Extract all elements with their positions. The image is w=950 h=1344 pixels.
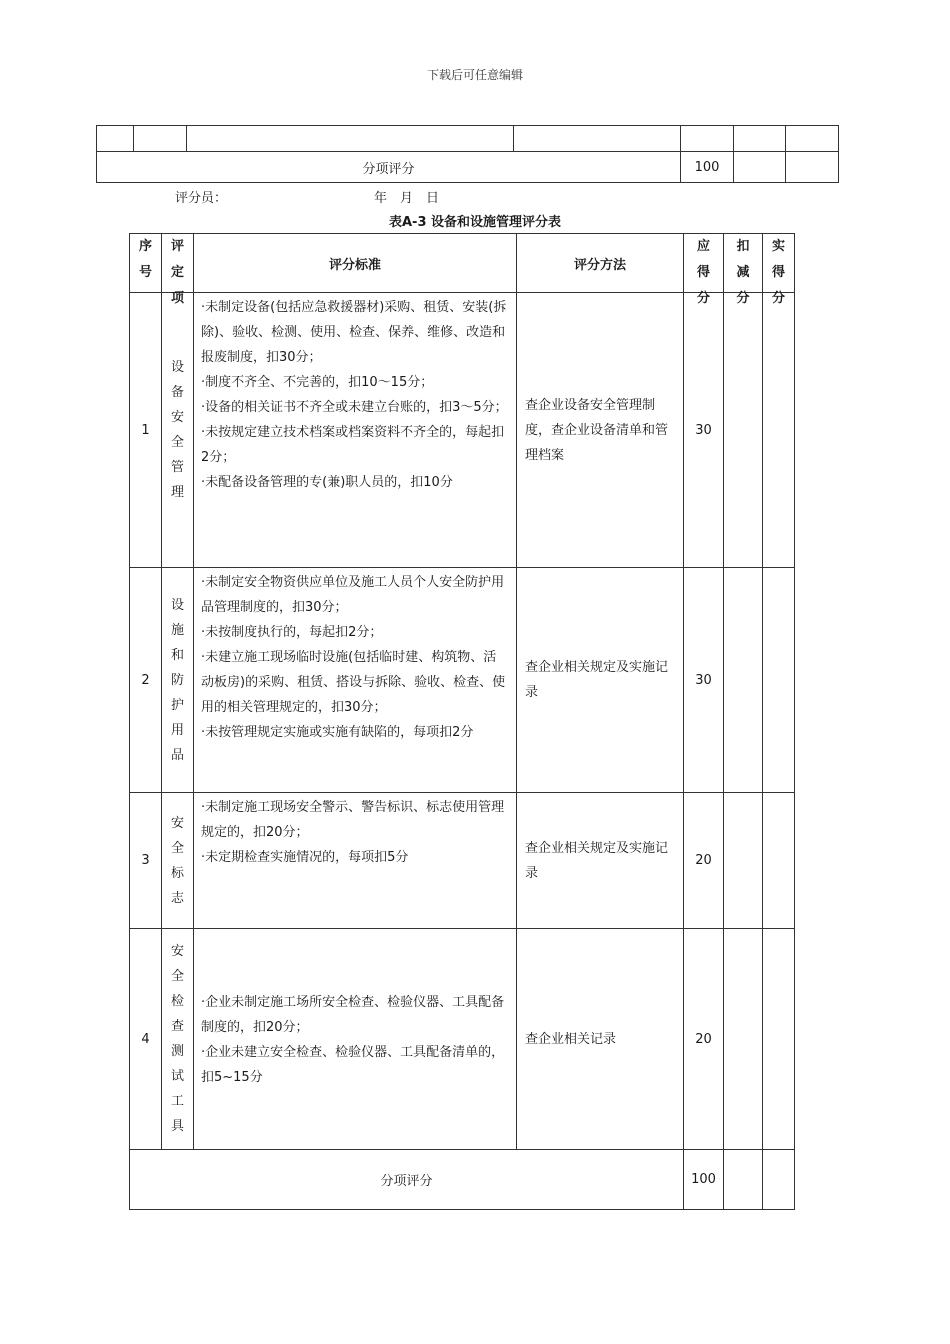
- row-due-score: 30: [684, 293, 724, 568]
- row-method: 查企业相关规定及实施记录: [517, 793, 684, 929]
- row-deduct: [724, 568, 763, 793]
- empty-row: [97, 126, 839, 152]
- row-method: 查企业相关记录: [517, 929, 684, 1150]
- row-criteria: ·未制定设备(包括应急救援器材)采购、租赁、安装(拆除)、验收、检测、使用、检查、保养、维修、改造和报废制度，扣30分； ·制度不齐全、不完善的，扣10～15分； ·设备的相关证书不齐全或未建立台账的，扣3～5分； ·未按规定建立技术档案或档案资料不齐全的，每起扣2分； ·未配备设备管理的专(兼)职人员的，扣10分: [194, 293, 517, 568]
- row-deduct: [724, 929, 763, 1150]
- subtotal-score: 100: [681, 152, 734, 183]
- subtotal-label: 分项评分: [130, 1150, 684, 1210]
- col-item-header: 评 定 项: [162, 234, 194, 293]
- row-seq: 2: [130, 568, 162, 793]
- table-row: [130, 929, 795, 1150]
- row-due-score: 20: [684, 929, 724, 1150]
- row-criteria: ·企业未制定施工场所安全检查、检验仪器、工具配备制度的，扣20分； ·企业未建立安全检查、检验仪器、工具配备清单的，扣5~15分: [194, 929, 517, 1150]
- row-seq: 1: [130, 293, 162, 568]
- row-actual: [763, 568, 795, 793]
- row-seq: 4: [130, 929, 162, 1150]
- col-criteria-header: 评分标准: [194, 234, 517, 293]
- row-seq: 3: [130, 793, 162, 929]
- header-row: [130, 234, 795, 293]
- table-title: 表A-3 设备和设施管理评分表: [388, 215, 562, 230]
- col-due-header: 应 得 分: [684, 234, 724, 293]
- row-deduct: [724, 793, 763, 929]
- row-criteria: ·未制定安全物资供应单位及施工人员个人安全防护用品管理制度的，扣30分； ·未按制度执行的，每起扣2分； ·未建立施工现场临时设施(包括临时建、构筑物、活动板房)的采购、租赁、搭设与拆除、验收、检查、使用的相关管理规定的，扣30分； ·未按管理规定实施或实施有缺陷的，每项扣2分: [194, 568, 517, 793]
- date-label: 年 月 日: [374, 191, 440, 206]
- row-actual: [763, 929, 795, 1150]
- table-row: [130, 793, 795, 929]
- row-due-score: 30: [684, 568, 724, 793]
- row-actual: [763, 793, 795, 929]
- actual-cell: [786, 152, 839, 183]
- col-actual-header: 实 得 分: [763, 234, 795, 293]
- row-actual: [763, 293, 795, 568]
- previous-table-tail: [96, 125, 839, 183]
- row-deduct: [724, 293, 763, 568]
- col-method-header: 评分方法: [517, 234, 684, 293]
- table-row: [130, 568, 795, 793]
- subtotal-row: [130, 1150, 795, 1210]
- subtotal-label: 分项评分: [97, 152, 681, 183]
- col-seq-header: 序 号: [130, 234, 162, 293]
- row-item: 设 施 和 防 护 用 品: [162, 568, 194, 793]
- table-row: [130, 293, 795, 568]
- scorer-label: 评分员：: [175, 191, 228, 206]
- deduct-cell: [734, 152, 786, 183]
- row-method: 查企业设备安全管理制度，查企业设备清单和管理档案: [517, 293, 684, 568]
- row-item: 安 全 检 查 测 试 工 具: [162, 929, 194, 1150]
- subtotal-deduct: [724, 1150, 763, 1210]
- subtotal-actual: [763, 1150, 795, 1210]
- subtotal-score: 100: [684, 1150, 724, 1210]
- row-item: 设 备 安 全 管 理: [162, 293, 194, 568]
- equipment-facility-score-table: [129, 233, 795, 1210]
- row-item: 安 全 标 志: [162, 793, 194, 929]
- row-method: 查企业相关规定及实施记录: [517, 568, 684, 793]
- subtotal-row: [97, 152, 839, 183]
- row-due-score: 20: [684, 793, 724, 929]
- col-deduct-header: 扣 减 分: [724, 234, 763, 293]
- page-header-note: 下载后可任意编辑: [426, 68, 523, 82]
- row-criteria: ·未制定施工现场安全警示、警告标识、标志使用管理规定的，扣20分； ·未定期检查实施情况的，每项扣5分: [194, 793, 517, 929]
